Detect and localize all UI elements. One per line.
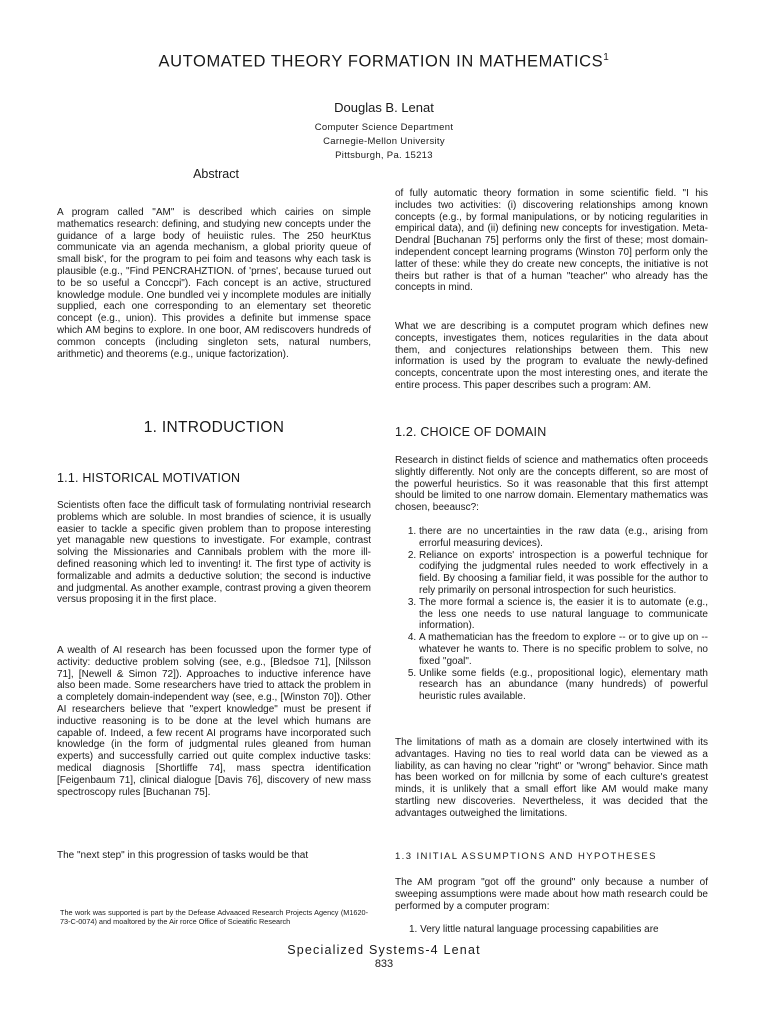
initial-assumptions-item-1: 1. Very little natural language processing capabilities are: [409, 924, 659, 935]
affiliation-address: Pittsburgh, Pa. 15213: [335, 150, 433, 161]
section-1-1-heading: 1.1. HISTORICAL MOTIVATION: [57, 471, 241, 485]
author-name: Douglas B. Lenat: [334, 100, 434, 115]
paper-title: AUTOMATED THEORY FORMATION IN MATHEMATICS$^1$: [158, 52, 610, 71]
affiliation-department: Computer Science Department: [314, 122, 454, 133]
historical-motivation-paragraph-2: A wealth of AI research has been focussed upon the former type of activity: deductive problem solving (see, e.g., [Bledsoe 71], [Nilsson 71], [Newell & Simon 72]). Approaches to inductive inference have also been made. Some researchers have tried to attack the problem in a completely domain-independent way (see, e.g., [Winston 70]). Other AI researchers believe that "expert knowledge" must be present if inductive reasoning is to be done at the level which humans are capable of. Indeed, a few recent AI programs have incorporated such knowledge (in the form of judgmental rules gleaned from human experts) and successfully carried out quite complex inductive tasks: medical diagnosis [Shortliffe 74], mass spectra identification [Feigenbaum 71], clinical dialogue [Davis 76], discovery of new mass spectroscopy rules [Buchanan 75].: [57, 645, 371, 798]
choice-of-domain-intro: Research in distinct fields of science and mathematics often proceeds slightly differently. Not only are the concepts different, so are most of the powerful heuristics. So it was reasonable that this first attempt should be limited to one narrow domain. Elementary mathematics was chosen, beeausc?:: [395, 455, 708, 514]
list-item: 5. Unlike some fields (e.g., propositional logic), elementary math research has an abundance (many hundreds) of powerful heuristic rules available.: [419, 668, 708, 703]
historical-motivation-paragraph-3: The "next step" in this progression of tasks would be that: [57, 850, 309, 861]
page-number: 833: [374, 958, 394, 970]
section-1-heading: 1. INTRODUCTION: [143, 419, 285, 436]
list-item: 3. The more formal a science is, the easier it is to automate (e.g., the less one needs to use natural language to communicate information).: [419, 597, 708, 632]
choice-of-domain-limitations: The limitations of math as a domain are closely intertwined with its advantages. Having no ties to real world data can be viewed as a liability, as can having no clear "right" or "wrong" behavior. Since math has been worked on for millcnia by some of each culture's greatest minds, it is unlikely that a small effort like AM would make many startling new discoveries. Nevertheless, it was decided that the advantages outweighed the limitations.: [395, 737, 708, 819]
abstract-text: A program called "AM" is described which cairies on simple mathematics research: defining, and studying new concepts under the guidance of a large body of heuiistic rules. The 250 heurKtus communicate via an agenda mechanism, a global priority queue of small bisk', for the program to pei foim and teasons why each task is plausible (e.g., "Find PENCRAHZTION. of 'prnes', because turued out to be so useful a Conccpi"). Fach concept is an active, structured knowledge module. One bundled vei y incomplete modules are initially supplied, each one corresponding to an elementary set theoretic concept (e.g., union). This provides a definite but immense space which AM begins to explore. In one boor, AM rediscovers hundreds of common concepts (including singleton sets, natural numbers, arithmetic) and theorems (e.g., unique factorization).: [57, 207, 371, 360]
choice-of-domain-list: [395, 526, 708, 703]
abstract-heading: Abstract: [193, 167, 239, 181]
initial-assumptions-intro: The AM program "got off the ground" only because a number of sweeping assumptions were made about how math research could be performed by a computer program:: [395, 877, 708, 912]
title-footnote-mark: 1: [603, 52, 610, 63]
right-column-paragraph-2: What we are describing is a computet program which defines new concepts, investigates them, notices regularities in the data about them, and conjectures relationships between them. This new information is used by the program to evaluate the newly-defined concepts, concentrate upon the most interesting ones, and iterate the entire process. This paper describes such a program: AM.: [395, 321, 708, 391]
section-1-2-heading: 1.2. CHOICE OF DOMAIN: [395, 425, 547, 439]
section-1-3-heading: 1.3 INITIAL ASSUMPTIONS AND HYPOTHESES: [395, 851, 657, 862]
list-item: 4. A mathematician has the freedom to explore -- or to give up on -- whatever he wants to. There is no specific problem to solve, no fixed "goal".: [419, 632, 708, 667]
footnote: The work was supported is part by the Defease Advaaced Research Projects Agency (M1620-73-C-0074) and moaltored by the Air rorce Office of Scieatific Research: [60, 908, 368, 926]
running-footer: Specialized Systems-4 Lenat: [287, 943, 481, 957]
affiliation-university: Carnegie-Mellon University: [323, 136, 445, 147]
right-column-paragraph-1: of fully automatic theory formation in some scientific field. "I his includes two activities: (i) discovering relationships among known concepts (e.g., by formal manipulations, or by noticing regularities in empirical data), and (ii) defining new concepts for investigation. Meta-Dendral [Buchanan 75] performs only the first of these; most domain-independent concept learning programs (Winston 70] perform only the latter of these: while they do create new concepts, the initiative is not theirs but rather is that of a human "teacher" who already has the concepts in mind.: [395, 188, 708, 294]
list-item: 2. Reliance on exports' introspection is a powerful technique for codifying the judgmental rules needed to work effectively in a field. By choosing a familiar field, it was possible for the author to rely primarily on personal introspection for such heuristics.: [419, 550, 708, 597]
historical-motivation-paragraph-1: Scientists often face the difficult task of formulating nontrivial research problems which are soluble. In most brandies of science, it is usually easier to tackle a specific given problem than to propose interesting yet managable new questions to investigate. For example, contrast solving the Missionaries and Cannibals problem with the more ill-defined reasoning which led to inventing! it. The first type of activity is formalizable and admits a deductive solution; the second is inductive and judgmental. As another example, contrast proving a given theorem versus proposing it in the first place.: [57, 500, 371, 606]
list-item: 1. there are no uncertainties in the raw data (e.g., arising from errorful measuring devices).: [419, 526, 708, 550]
